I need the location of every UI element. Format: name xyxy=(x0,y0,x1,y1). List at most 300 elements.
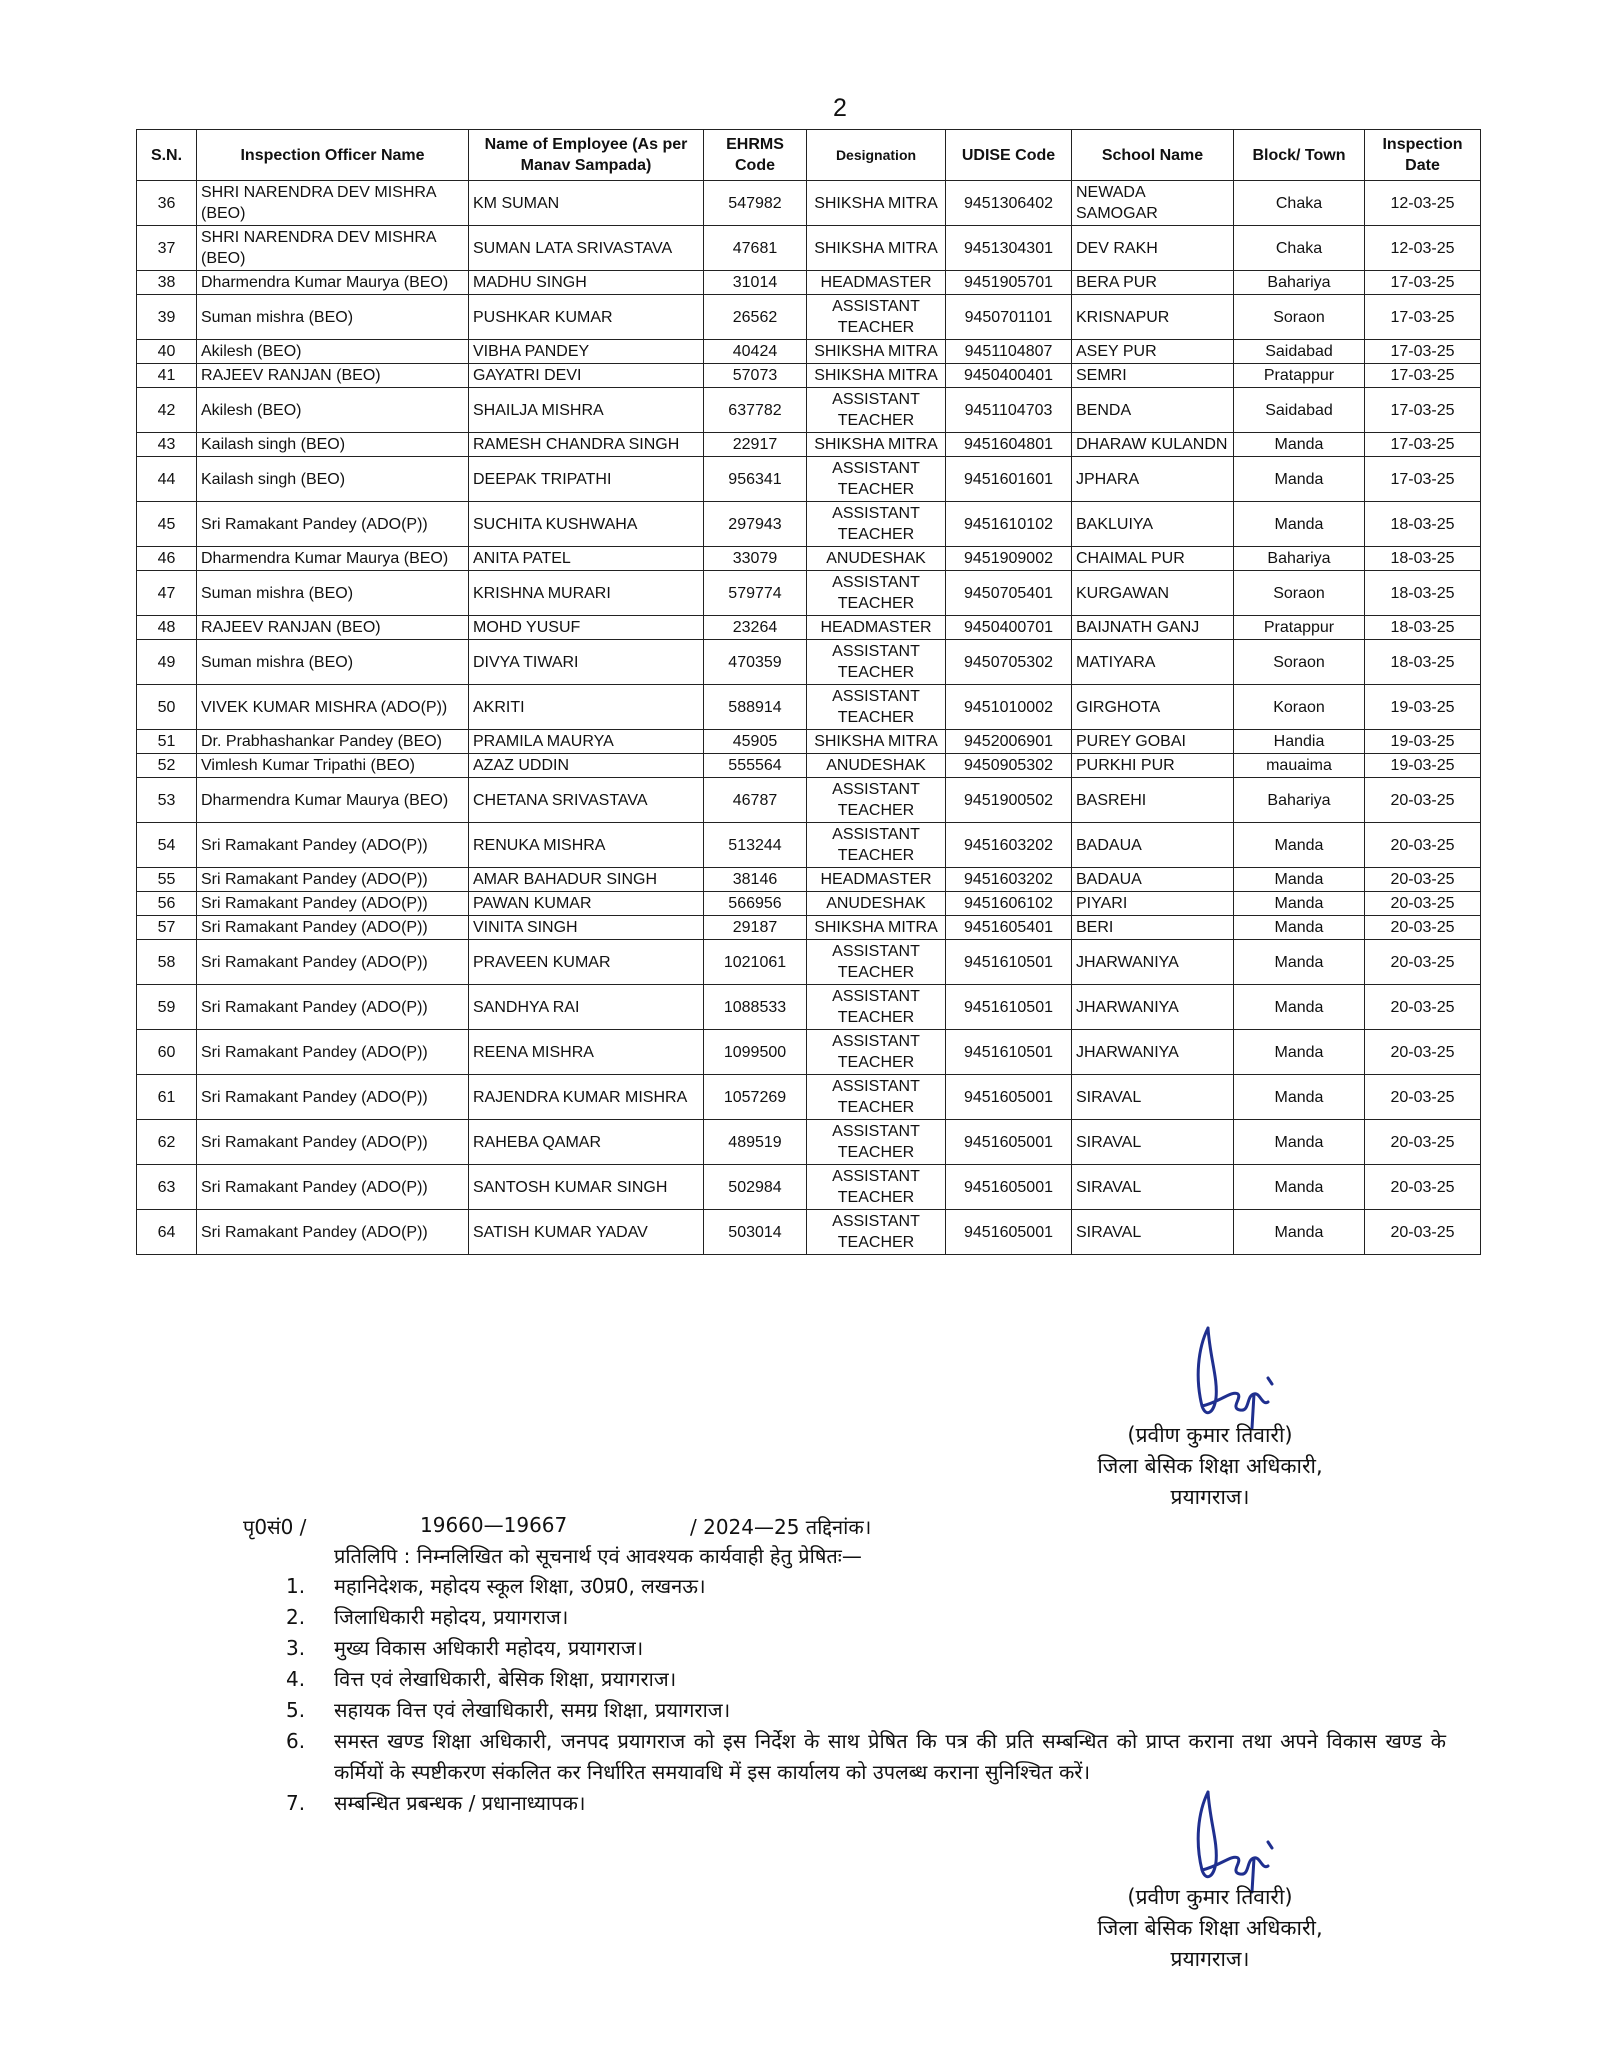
cell-udise: 9451604801 xyxy=(946,433,1072,457)
cell-block: Pratappur xyxy=(1234,364,1365,388)
cell-sn: 42 xyxy=(137,388,197,433)
table-row xyxy=(137,433,1481,457)
cell-designation: ASSISTANT TEACHER xyxy=(807,1030,946,1075)
cell-school: BERA PUR xyxy=(1072,271,1234,295)
table-header-row xyxy=(137,130,1481,181)
cell-date: 17-03-25 xyxy=(1365,457,1481,502)
cell-block: Chaka xyxy=(1234,181,1365,226)
cell-sn: 36 xyxy=(137,181,197,226)
cell-udise: 9451610501 xyxy=(946,985,1072,1030)
cell-employee: MOHD YUSUF xyxy=(469,616,704,640)
cell-sn: 58 xyxy=(137,940,197,985)
cell-sn: 51 xyxy=(137,730,197,754)
table-row xyxy=(137,916,1481,940)
cell-date: 17-03-25 xyxy=(1365,433,1481,457)
cell-employee: PRAVEEN KUMAR xyxy=(469,940,704,985)
recipient-item xyxy=(286,1602,1446,1633)
cell-designation: ASSISTANT TEACHER xyxy=(807,640,946,685)
cell-block: Koraon xyxy=(1234,685,1365,730)
cell-ehrms: 502984 xyxy=(704,1165,807,1210)
cell-ehrms: 566956 xyxy=(704,892,807,916)
recipient-number: 5. xyxy=(286,1698,306,1722)
cell-employee: RAMESH CHANDRA SINGH xyxy=(469,433,704,457)
cell-date: 20-03-25 xyxy=(1365,1030,1481,1075)
cell-officer: Akilesh (BEO) xyxy=(197,340,469,364)
header-block: Block/ Town xyxy=(1234,130,1365,181)
table-row xyxy=(137,940,1481,985)
recipient-number: 2. xyxy=(286,1605,306,1629)
cell-officer: VIVEK KUMAR MISHRA (ADO(P)) xyxy=(197,685,469,730)
cell-sn: 47 xyxy=(137,571,197,616)
cell-designation: ASSISTANT TEACHER xyxy=(807,571,946,616)
table-row xyxy=(137,1120,1481,1165)
cell-designation: SHIKSHA MITRA xyxy=(807,226,946,271)
cell-block: Manda xyxy=(1234,433,1365,457)
inspection-table xyxy=(136,129,1481,1255)
cell-school: SIRAVAL xyxy=(1072,1165,1234,1210)
cell-block: Manda xyxy=(1234,1030,1365,1075)
table-row xyxy=(137,892,1481,916)
cell-school: SIRAVAL xyxy=(1072,1210,1234,1255)
cell-udise: 9451605001 xyxy=(946,1165,1072,1210)
cell-date: 12-03-25 xyxy=(1365,181,1481,226)
cell-sn: 53 xyxy=(137,778,197,823)
cell-school: BADAUA xyxy=(1072,823,1234,868)
cell-officer: Dr. Prabhashankar Pandey (BEO) xyxy=(197,730,469,754)
cell-udise: 9450701101 xyxy=(946,295,1072,340)
cell-employee: RAJENDRA KUMAR MISHRA xyxy=(469,1075,704,1120)
cell-designation: ANUDESHAK xyxy=(807,547,946,571)
cell-ehrms: 637782 xyxy=(704,388,807,433)
header-school: School Name xyxy=(1072,130,1234,181)
recipient-text: सहायक वित्त एवं लेखाधिकारी, समग्र शिक्षा, प्रयागराज। xyxy=(334,1698,731,1722)
cell-sn: 55 xyxy=(137,868,197,892)
cell-employee: SHAILJA MISHRA xyxy=(469,388,704,433)
cell-date: 20-03-25 xyxy=(1365,1120,1481,1165)
table-row xyxy=(137,295,1481,340)
cell-officer: Sri Ramakant Pandey (ADO(P)) xyxy=(197,823,469,868)
cell-officer: Dharmendra Kumar Maurya (BEO) xyxy=(197,271,469,295)
cell-block: Soraon xyxy=(1234,295,1365,340)
cell-ehrms: 588914 xyxy=(704,685,807,730)
cell-date: 19-03-25 xyxy=(1365,685,1481,730)
signatory-name: (प्रवीण कुमार तिवारी) xyxy=(1127,1885,1293,1909)
cell-date: 20-03-25 xyxy=(1365,823,1481,868)
cell-employee: PRAMILA MAURYA xyxy=(469,730,704,754)
signatory-name: (प्रवीण कुमार तिवारी) xyxy=(1127,1423,1293,1447)
cell-school: KRISNAPUR xyxy=(1072,295,1234,340)
recipient-text: जिलाधिकारी महोदय, प्रयागराज। xyxy=(334,1605,569,1629)
cell-designation: HEADMASTER xyxy=(807,616,946,640)
cell-school: PURKHI PUR xyxy=(1072,754,1234,778)
cell-udise: 9451610501 xyxy=(946,940,1072,985)
header-date: Inspection Date xyxy=(1365,130,1481,181)
cell-ehrms: 57073 xyxy=(704,364,807,388)
cell-udise: 9451909002 xyxy=(946,547,1072,571)
cell-employee: KRISHNA MURARI xyxy=(469,571,704,616)
cell-ehrms: 38146 xyxy=(704,868,807,892)
cell-designation: ASSISTANT TEACHER xyxy=(807,1210,946,1255)
cell-school: PIYARI xyxy=(1072,892,1234,916)
cell-designation: SHIKSHA MITRA xyxy=(807,364,946,388)
cell-ehrms: 33079 xyxy=(704,547,807,571)
cell-designation: ASSISTANT TEACHER xyxy=(807,388,946,433)
cell-school: BADAUA xyxy=(1072,868,1234,892)
cell-block: Manda xyxy=(1234,502,1365,547)
table-row xyxy=(137,1210,1481,1255)
cell-sn: 48 xyxy=(137,616,197,640)
memo-intro: प्रतिलिपि : निम्नलिखित को सूचनार्थ एवं आवश्यक कार्यवाही हेतु प्रेषितः— xyxy=(334,1544,862,1568)
cell-udise: 9451104807 xyxy=(946,340,1072,364)
cell-sn: 46 xyxy=(137,547,197,571)
signature-block-2 xyxy=(1060,1882,1360,1975)
table-row xyxy=(137,547,1481,571)
cell-officer: Vimlesh Kumar Tripathi (BEO) xyxy=(197,754,469,778)
cell-ehrms: 29187 xyxy=(704,916,807,940)
cell-block: Soraon xyxy=(1234,571,1365,616)
cell-designation: ANUDESHAK xyxy=(807,754,946,778)
header-designation: Designation xyxy=(807,130,946,181)
recipient-item xyxy=(286,1664,1446,1695)
cell-employee: VIBHA PANDEY xyxy=(469,340,704,364)
cell-block: Handia xyxy=(1234,730,1365,754)
memo-prefix: पृ0सं0 / xyxy=(243,1515,307,1539)
table-row xyxy=(137,226,1481,271)
cell-officer: SHRI NARENDRA DEV MISHRA (BEO) xyxy=(197,181,469,226)
cell-employee: PUSHKAR KUMAR xyxy=(469,295,704,340)
cell-designation: ASSISTANT TEACHER xyxy=(807,1165,946,1210)
cell-school: JPHARA xyxy=(1072,457,1234,502)
cell-employee: SUMAN LATA SRIVASTAVA xyxy=(469,226,704,271)
cell-udise: 9451601601 xyxy=(946,457,1072,502)
cell-udise: 9450400701 xyxy=(946,616,1072,640)
cell-udise: 9451610501 xyxy=(946,1030,1072,1075)
cell-employee: AKRITI xyxy=(469,685,704,730)
cell-ehrms: 547982 xyxy=(704,181,807,226)
cell-employee: RENUKA MISHRA xyxy=(469,823,704,868)
cell-date: 20-03-25 xyxy=(1365,868,1481,892)
cell-school: BAKLUIYA xyxy=(1072,502,1234,547)
cell-sn: 62 xyxy=(137,1120,197,1165)
cell-school: BENDA xyxy=(1072,388,1234,433)
cell-ehrms: 1088533 xyxy=(704,985,807,1030)
cell-officer: Sri Ramakant Pandey (ADO(P)) xyxy=(197,985,469,1030)
cell-employee: KM SUMAN xyxy=(469,181,704,226)
cell-date: 20-03-25 xyxy=(1365,778,1481,823)
cell-designation: ASSISTANT TEACHER xyxy=(807,778,946,823)
cell-ehrms: 46787 xyxy=(704,778,807,823)
cell-school: BERI xyxy=(1072,916,1234,940)
cell-udise: 9450705401 xyxy=(946,571,1072,616)
cell-udise: 9451104703 xyxy=(946,388,1072,433)
cell-sn: 44 xyxy=(137,457,197,502)
cell-date: 17-03-25 xyxy=(1365,364,1481,388)
cell-sn: 63 xyxy=(137,1165,197,1210)
cell-udise: 9450400401 xyxy=(946,364,1072,388)
cell-sn: 64 xyxy=(137,1210,197,1255)
cell-ehrms: 23264 xyxy=(704,616,807,640)
cell-school: ASEY PUR xyxy=(1072,340,1234,364)
cell-designation: HEADMASTER xyxy=(807,271,946,295)
cell-block: mauaima xyxy=(1234,754,1365,778)
cell-sn: 43 xyxy=(137,433,197,457)
header-sn: S.N. xyxy=(137,130,197,181)
cell-school: BAIJNATH GANJ xyxy=(1072,616,1234,640)
cell-date: 20-03-25 xyxy=(1365,1165,1481,1210)
cell-date: 17-03-25 xyxy=(1365,388,1481,433)
cell-sn: 61 xyxy=(137,1075,197,1120)
cell-designation: SHIKSHA MITRA xyxy=(807,433,946,457)
cell-designation: ASSISTANT TEACHER xyxy=(807,940,946,985)
cell-designation: ASSISTANT TEACHER xyxy=(807,295,946,340)
cell-block: Manda xyxy=(1234,1210,1365,1255)
cell-ehrms: 26562 xyxy=(704,295,807,340)
cell-sn: 38 xyxy=(137,271,197,295)
header-udise: UDISE Code xyxy=(946,130,1072,181)
cell-ehrms: 1099500 xyxy=(704,1030,807,1075)
cell-officer: Suman mishra (BEO) xyxy=(197,640,469,685)
cell-block: Soraon xyxy=(1234,640,1365,685)
cell-school: PUREY GOBAI xyxy=(1072,730,1234,754)
cell-sn: 41 xyxy=(137,364,197,388)
cell-officer: Sri Ramakant Pandey (ADO(P)) xyxy=(197,1120,469,1165)
cell-designation: ASSISTANT TEACHER xyxy=(807,502,946,547)
cell-udise: 9451905701 xyxy=(946,271,1072,295)
cell-officer: Suman mishra (BEO) xyxy=(197,295,469,340)
cell-udise: 9451306402 xyxy=(946,181,1072,226)
cell-ehrms: 47681 xyxy=(704,226,807,271)
cell-block: Bahariya xyxy=(1234,778,1365,823)
cell-officer: Sri Ramakant Pandey (ADO(P)) xyxy=(197,892,469,916)
cell-sn: 45 xyxy=(137,502,197,547)
cell-block: Bahariya xyxy=(1234,547,1365,571)
cell-designation: ANUDESHAK xyxy=(807,892,946,916)
cell-school: CHAIMAL PUR xyxy=(1072,547,1234,571)
cell-block: Manda xyxy=(1234,1120,1365,1165)
cell-employee: SATISH KUMAR YADAV xyxy=(469,1210,704,1255)
cell-designation: ASSISTANT TEACHER xyxy=(807,457,946,502)
signature-block-1 xyxy=(1060,1420,1360,1513)
cell-ehrms: 503014 xyxy=(704,1210,807,1255)
table-body xyxy=(137,181,1481,1255)
cell-sn: 50 xyxy=(137,685,197,730)
cell-officer: Sri Ramakant Pandey (ADO(P)) xyxy=(197,1075,469,1120)
cell-date: 18-03-25 xyxy=(1365,547,1481,571)
cell-employee: MADHU SINGH xyxy=(469,271,704,295)
cell-designation: SHIKSHA MITRA xyxy=(807,730,946,754)
cell-school: DEV RAKH xyxy=(1072,226,1234,271)
recipient-number: 3. xyxy=(286,1636,306,1660)
cell-sn: 52 xyxy=(137,754,197,778)
cell-employee: SANTOSH KUMAR SINGH xyxy=(469,1165,704,1210)
cell-ehrms: 40424 xyxy=(704,340,807,364)
cell-udise: 9452006901 xyxy=(946,730,1072,754)
cell-designation: ASSISTANT TEACHER xyxy=(807,1075,946,1120)
cell-employee: GAYATRI DEVI xyxy=(469,364,704,388)
cell-school: SEMRI xyxy=(1072,364,1234,388)
cell-employee: ANITA PATEL xyxy=(469,547,704,571)
recipient-text: समस्त खण्ड शिक्षा अधिकारी, जनपद प्रयागराज को इस निर्देश के साथ प्रेषित कि पत्र की प्रति सम्बन्धित को प्राप्त कराना तथा अपने विकास खण्ड के कर्मियों के स्पष्टीकरण संकलित कर निर्धारित समयावधि में इस कार्यालय को उपलब्ध कराना सुनिश्चित करें। xyxy=(334,1729,1446,1784)
cell-employee: AMAR BAHADUR SINGH xyxy=(469,868,704,892)
cell-ehrms: 45905 xyxy=(704,730,807,754)
cell-officer: Sri Ramakant Pandey (ADO(P)) xyxy=(197,940,469,985)
cell-block: Manda xyxy=(1234,940,1365,985)
cell-udise: 9451304301 xyxy=(946,226,1072,271)
cell-ehrms: 297943 xyxy=(704,502,807,547)
cell-block: Manda xyxy=(1234,457,1365,502)
cell-block: Chaka xyxy=(1234,226,1365,271)
cell-block: Manda xyxy=(1234,892,1365,916)
cell-school: BASREHI xyxy=(1072,778,1234,823)
cell-udise: 9451605001 xyxy=(946,1120,1072,1165)
table-row xyxy=(137,1165,1481,1210)
cell-officer: Dharmendra Kumar Maurya (BEO) xyxy=(197,778,469,823)
cell-date: 17-03-25 xyxy=(1365,295,1481,340)
table-row xyxy=(137,685,1481,730)
recipient-item xyxy=(286,1633,1446,1664)
cell-officer: Akilesh (BEO) xyxy=(197,388,469,433)
cell-udise: 9451610102 xyxy=(946,502,1072,547)
cell-date: 20-03-25 xyxy=(1365,1075,1481,1120)
table-row xyxy=(137,778,1481,823)
cell-school: MATIYARA xyxy=(1072,640,1234,685)
cell-officer: Sri Ramakant Pandey (ADO(P)) xyxy=(197,1165,469,1210)
recipient-item xyxy=(286,1571,1446,1602)
signatory-title: जिला बेसिक शिक्षा अधिकारी, xyxy=(1097,1916,1323,1940)
cell-school: GIRGHOTA xyxy=(1072,685,1234,730)
page-number: 2 xyxy=(833,94,847,122)
cell-date: 19-03-25 xyxy=(1365,754,1481,778)
table-row xyxy=(137,571,1481,616)
table-row xyxy=(137,181,1481,226)
cell-ehrms: 579774 xyxy=(704,571,807,616)
table-row xyxy=(137,457,1481,502)
cell-block: Manda xyxy=(1234,916,1365,940)
cell-school: JHARWANIYA xyxy=(1072,1030,1234,1075)
cell-employee: REENA MISHRA xyxy=(469,1030,704,1075)
table-row xyxy=(137,823,1481,868)
cell-officer: RAJEEV RANJAN (BEO) xyxy=(197,616,469,640)
cell-officer: Sri Ramakant Pandey (ADO(P)) xyxy=(197,916,469,940)
cell-employee: SANDHYA RAI xyxy=(469,985,704,1030)
header-officer: Inspection Officer Name xyxy=(197,130,469,181)
table-row xyxy=(137,502,1481,547)
cell-officer: Suman mishra (BEO) xyxy=(197,571,469,616)
table-row xyxy=(137,364,1481,388)
cell-ehrms: 513244 xyxy=(704,823,807,868)
cell-date: 18-03-25 xyxy=(1365,616,1481,640)
cell-ehrms: 470359 xyxy=(704,640,807,685)
cell-udise: 9451605001 xyxy=(946,1075,1072,1120)
cell-school: SIRAVAL xyxy=(1072,1075,1234,1120)
table-row xyxy=(137,985,1481,1030)
cell-udise: 9451010002 xyxy=(946,685,1072,730)
cell-employee: CHETANA SRIVASTAVA xyxy=(469,778,704,823)
cell-officer: Kailash singh (BEO) xyxy=(197,457,469,502)
cell-date: 18-03-25 xyxy=(1365,502,1481,547)
cell-officer: Sri Ramakant Pandey (ADO(P)) xyxy=(197,868,469,892)
recipient-text: मुख्य विकास अधिकारी महोदय, प्रयागराज। xyxy=(334,1636,644,1660)
cell-officer: Sri Ramakant Pandey (ADO(P)) xyxy=(197,1210,469,1255)
cell-block: Manda xyxy=(1234,868,1365,892)
cell-ehrms: 1057269 xyxy=(704,1075,807,1120)
cell-sn: 37 xyxy=(137,226,197,271)
cell-designation: ASSISTANT TEACHER xyxy=(807,685,946,730)
table-row xyxy=(137,616,1481,640)
cell-block: Manda xyxy=(1234,1165,1365,1210)
cell-designation: ASSISTANT TEACHER xyxy=(807,1120,946,1165)
cell-udise: 9451605401 xyxy=(946,916,1072,940)
cell-school: NEWADA SAMOGAR xyxy=(1072,181,1234,226)
cell-block: Manda xyxy=(1234,985,1365,1030)
cell-udise: 9451603202 xyxy=(946,868,1072,892)
cell-ehrms: 956341 xyxy=(704,457,807,502)
cell-school: JHARWANIYA xyxy=(1072,940,1234,985)
cell-designation: SHIKSHA MITRA xyxy=(807,340,946,364)
cell-date: 18-03-25 xyxy=(1365,571,1481,616)
cell-school: SIRAVAL xyxy=(1072,1120,1234,1165)
table-row xyxy=(137,388,1481,433)
cell-block: Saidabad xyxy=(1234,388,1365,433)
cell-date: 17-03-25 xyxy=(1365,340,1481,364)
cell-udise: 9451900502 xyxy=(946,778,1072,823)
recipient-text: महानिदेशक, महोदय स्कूल शिक्षा, उ0प्र0, लखनऊ। xyxy=(334,1574,706,1598)
table-row xyxy=(137,1030,1481,1075)
cell-school: KURGAWAN xyxy=(1072,571,1234,616)
cell-officer: Kailash singh (BEO) xyxy=(197,433,469,457)
cell-ehrms: 489519 xyxy=(704,1120,807,1165)
memo-suffix: / 2024—25 तद्दिनांक। xyxy=(690,1515,872,1539)
cell-school: JHARWANIYA xyxy=(1072,985,1234,1030)
table-row xyxy=(137,640,1481,685)
recipient-number: 1. xyxy=(286,1574,306,1598)
cell-sn: 57 xyxy=(137,916,197,940)
cell-employee: RAHEBA QAMAR xyxy=(469,1120,704,1165)
cell-designation: SHIKSHA MITRA xyxy=(807,916,946,940)
recipient-text: वित्त एवं लेखाधिकारी, बेसिक शिक्षा, प्रयागराज। xyxy=(334,1667,677,1691)
cell-udise: 9451603202 xyxy=(946,823,1072,868)
cell-designation: ASSISTANT TEACHER xyxy=(807,985,946,1030)
cell-udise: 9450905302 xyxy=(946,754,1072,778)
cell-udise: 9451606102 xyxy=(946,892,1072,916)
cell-employee: DIVYA TIWARI xyxy=(469,640,704,685)
cell-date: 20-03-25 xyxy=(1365,940,1481,985)
memo-number: 19660—19667 xyxy=(420,1513,568,1537)
signatory-place: प्रयागराज। xyxy=(1170,1485,1250,1509)
recipient-number: 7. xyxy=(286,1791,306,1815)
cell-date: 20-03-25 xyxy=(1365,916,1481,940)
cell-sn: 54 xyxy=(137,823,197,868)
table-row xyxy=(137,1075,1481,1120)
cell-ehrms: 555564 xyxy=(704,754,807,778)
recipient-number: 6. xyxy=(286,1729,306,1753)
recipient-text: सम्बन्धित प्रबन्धक / प्रधानाध्यापक। xyxy=(334,1791,586,1815)
signatory-place: प्रयागराज। xyxy=(1170,1947,1250,1971)
cell-sn: 60 xyxy=(137,1030,197,1075)
cell-block: Manda xyxy=(1234,823,1365,868)
cell-officer: RAJEEV RANJAN (BEO) xyxy=(197,364,469,388)
cell-date: 20-03-25 xyxy=(1365,892,1481,916)
cell-officer: Sri Ramakant Pandey (ADO(P)) xyxy=(197,1030,469,1075)
cell-sn: 40 xyxy=(137,340,197,364)
cell-employee: SUCHITA KUSHWAHA xyxy=(469,502,704,547)
recipient-item xyxy=(286,1726,1446,1788)
recipient-item xyxy=(286,1695,1446,1726)
cell-date: 17-03-25 xyxy=(1365,271,1481,295)
cell-officer: SHRI NARENDRA DEV MISHRA (BEO) xyxy=(197,226,469,271)
cell-sn: 39 xyxy=(137,295,197,340)
cell-block: Saidabad xyxy=(1234,340,1365,364)
